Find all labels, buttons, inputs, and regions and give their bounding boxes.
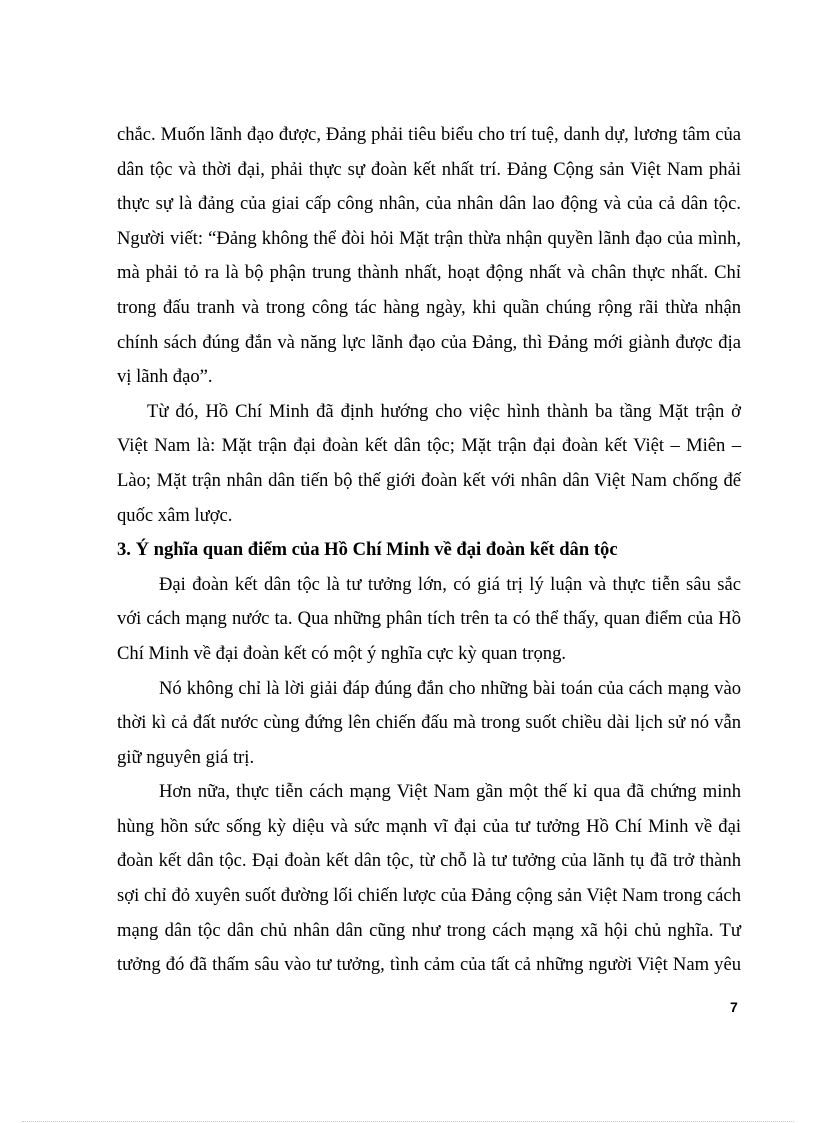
text-line: đoàn kết dân tộc. Đại đoàn kết dân tộc, từ chỗ là tư tưởng của lãnh tụ đã trở thành <box>117 850 741 872</box>
text-line: mà phải tỏ ra là bộ phận trung thành nhất, hoạt động nhất và chân thực nhất. Chỉ <box>117 262 741 284</box>
text-line: giữ nguyên giá trị. <box>117 746 255 768</box>
text-line: Hơn nữa, thực tiễn cách mạng Việt Nam gần một thế kỉ qua đã chứng minh <box>159 781 741 803</box>
paragraph-leadership <box>117 118 741 395</box>
text-line: với cách mạng nước ta. Qua những phân tích trên ta có thể thấy, quan điểm của Hồ <box>117 608 741 630</box>
text-line: thời kì cả đất nước cùng đứng lên chiến đấu mà trong suốt chiều dài lịch sử nó vẫn <box>117 712 741 734</box>
text-line: chắc. Muốn lãnh đạo được, Đảng phải tiêu biểu cho trí tuệ, danh dự, lương tâm của <box>117 124 741 145</box>
text-line: trong đấu tranh và trong công tác hàng ngày, khi quần chúng rộng rãi thừa nhận <box>117 296 741 318</box>
text-line: chính sách đúng đắn và năng lực lãnh đạo của Đảng, thì Đảng mới giành được địa <box>117 331 741 353</box>
text-line: Việt Nam là: Mặt trận đại đoàn kết dân tộc; Mặt trận đại đoàn kết Việt – Miên – <box>117 435 741 457</box>
text-line: vị lãnh đạo”. <box>117 366 213 388</box>
section-heading: 3. Ý nghĩa quan điểm của Hồ Chí Minh về đại đoàn kết dân tộc <box>117 539 618 561</box>
text-line: quốc xâm lược. <box>117 504 233 526</box>
text-line: sợi chỉ đỏ xuyên suốt đường lối chiến lược của Đảng cộng sản Việt Nam trong cách <box>117 885 741 907</box>
page-body <box>117 118 741 983</box>
text-line: mạng dân tộc dân chủ nhân dân cũng như trong cách mạng xã hội chủ nghĩa. Tư <box>117 919 741 941</box>
text-line: Đại đoàn kết dân tộc là tư tưởng lớn, có giá trị lý luận và thực tiễn sâu sắc <box>159 573 741 595</box>
page-number: 7 <box>730 999 738 1015</box>
text-line: dân tộc và thời đại, phải thực sự đoàn kết nhất trí. Đảng Cộng sản Việt Nam phải <box>117 158 741 180</box>
paragraph-answer <box>117 672 741 776</box>
text-line: hùng hồn sức sống kỳ diệu và sức mạnh vĩ đại của tư tưởng Hồ Chí Minh về đại <box>117 815 741 837</box>
page-edge-divider <box>22 1121 794 1122</box>
text-line: Từ đó, Hồ Chí Minh đã định hướng cho việc hình thành ba tầng Mặt trận ở <box>147 400 741 422</box>
text-line: Lào; Mặt trận nhân dân tiến bộ thế giới đoàn kết với nhân dân Việt Nam chống đế <box>117 469 741 491</box>
paragraph-practice <box>117 775 741 983</box>
text-line: Người viết: “Đảng không thể đòi hỏi Mặt trận thừa nhận quyền lãnh đạo của mình, <box>117 227 741 249</box>
text-line: Chí Minh về đại đoàn kết có một ý nghĩa cực kỳ quan trọng. <box>117 642 567 664</box>
text-line: Nó không chỉ là lời giải đáp đúng đắn cho những bài toán của cách mạng vào <box>159 677 741 699</box>
paragraph-three-fronts <box>117 395 741 533</box>
paragraph-significance <box>117 568 741 672</box>
text-line: tưởng đó đã thấm sâu vào tư tưởng, tình cảm của tất cả những người Việt Nam yêu <box>117 954 741 976</box>
text-line: thực sự là đảng của giai cấp công nhân, của nhân dân lao động và của cả dân tộc. <box>117 193 741 215</box>
